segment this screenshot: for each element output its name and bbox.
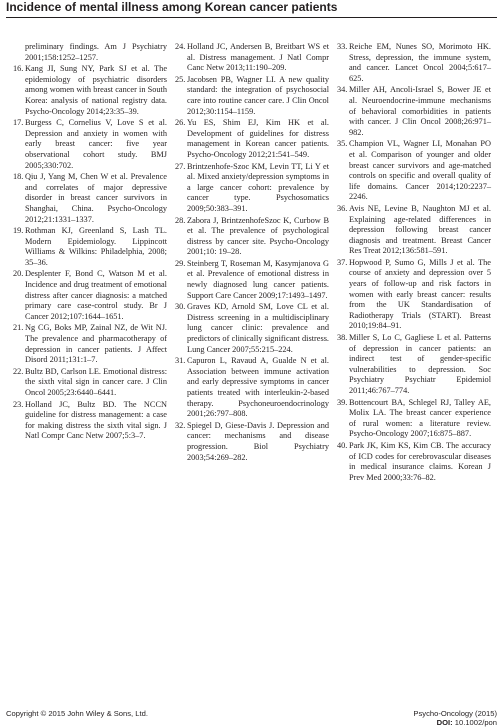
reference-entry: [13, 118, 167, 171]
reference-text: Bottencourt BA, Schlegel RJ, Talley AE, Molix LA. The breast cancer experience of rural women: a literature review. Psycho-Oncology 2007;16:875–887.: [349, 397, 491, 439]
reference-entry: [175, 118, 329, 160]
reference-number: 31.: [175, 356, 186, 366]
reference-text: Yu ES, Shim EJ, Kim HK et al. Development of guidelines for distress management in Korean cancer patients. Psycho-Oncology 2012;21:541–549.: [187, 118, 329, 159]
reference-text: Miller AH, Ancoli-Israel S, Bower JE et al. Neuroendocrine-immune mechanisms of behavioral comorbidities in patients with cancer. J Clin Oncol 2008;26:971–982.: [349, 85, 491, 137]
reference-text: Graves KD, Arnold SM, Love CL et al. Distress screening in a multidisciplinary lung cancer clinic: prevalence and predictors of clinically significant distress. Lung Cancer 2007;55:215–224.: [187, 302, 329, 354]
journal-citation: Psycho-Oncology (2015): [413, 709, 497, 718]
reference-text: Holland JC, Bultz BD. The NCCN guideline for distress management: a case for making distress the sixth vital sign. J Natl Compr Canc Netw 2007;5:3–7.: [25, 399, 167, 441]
reference-entry: [337, 398, 491, 440]
reference-number: 35.: [337, 139, 348, 149]
reference-text: Bultz BD, Carlson LE. Emotional distress: the sixth vital sign in cancer care. J Clin Oncol 2005;23:6440–6441.: [25, 366, 167, 397]
reference-number: 27.: [175, 161, 186, 171]
reference-text: Holland JC, Andersen B, Breitbart WS et al. Distress management. J Natl Compr Canc Netw 2013;11:190–209.: [187, 42, 329, 73]
reference-number: 22.: [13, 366, 24, 376]
reference-number: 29.: [175, 258, 186, 268]
reference-entry: [337, 139, 491, 203]
reference-number: 20.: [13, 269, 24, 279]
reference-entry: [175, 356, 329, 420]
reference-text: Reiche EM, Nunes SO, Morimoto HK. Stress, depression, the immune system, and cancer. Lancet Oncol 2004;5:617–625.: [349, 42, 491, 83]
reference-number: 23.: [13, 399, 24, 409]
header-rule: [6, 17, 497, 18]
reference-entry: [13, 172, 167, 225]
reference-text: Desplenter F, Bond C, Watson M et al. Incidence and drug treatment of emotional distress after cancer diagnosis: a matched primary care case-control study. Br J Cancer 2012;107:1644–1651.: [25, 269, 167, 321]
references-column-2: [175, 42, 329, 464]
reference-entry: [175, 216, 329, 258]
reference-number: 40.: [337, 440, 348, 450]
reference-entry: [337, 258, 491, 332]
reference-entry: [13, 42, 167, 63]
reference-number: 37.: [337, 257, 348, 267]
reference-text: Qiu J, Yang M, Chen W et al. Prevalence and correlates of major depressive disorder in breast cancer survivors in Shanghai, China. Psycho-Oncology 2012;21:1331–1337.: [25, 172, 167, 224]
reference-entry: [13, 269, 167, 322]
reference-number: 34.: [337, 85, 348, 95]
reference-number: 30.: [175, 302, 186, 312]
reference-entry: [337, 42, 491, 84]
reference-text: Champion VL, Wagner LI, Monahan PO et al. Comparison of younger and older breast cancer survivors and age-matched controls on specific and overall quality of life domains. Cancer 2014;120:2237–2246.: [349, 139, 491, 202]
reference-text: Park JK, Kim KS, Kim CB. The accuracy of ICD codes for cerebrovascular diseases in medical insurance claims. Korean J Prev Med 2000;33:76–82.: [349, 440, 491, 482]
reference-text: Kang JI, Sung NY, Park SJ et al. The epidemiology of psychiatric disorders among women with breast cancer in South Korea: analysis of national registry data. Psycho-Oncology 2014;23:35–39.: [25, 64, 167, 116]
reference-entry: [337, 441, 491, 483]
reference-text: Brintzenhofe-Szoc KM, Levin TT, Li Y et al. Mixed anxiety/depression symptoms in a large cancer cohort: prevalence by cancer type. Psychosomatics 2009;50:383–391.: [187, 161, 329, 213]
doi-label: DOI:: [436, 718, 453, 727]
reference-text: Ng CG, Boks MP, Zainal NZ, de Wit NJ. The prevalence and pharmacotherapy of depression in cancer patients. J Affect Disord 2011;131:1–7.: [25, 323, 167, 365]
reference-text: Steinberg T, Roseman M, Kasymjanova G et al. Prevalence of emotional distress in newly diagnosed lung cancer patients. Support Care Cancer 2009;17:1493–1497.: [187, 258, 329, 300]
reference-number: 32.: [175, 420, 186, 430]
reference-entry: [175, 421, 329, 463]
reference-number: 38.: [337, 333, 348, 343]
reference-entry: [13, 64, 167, 117]
references-column-1: [13, 42, 167, 443]
reference-number: 25.: [175, 74, 186, 84]
reference-number: 24.: [175, 42, 186, 51]
reference-entry: [175, 75, 329, 117]
reference-text: Burgess C, Cornelius V, Love S et al. Depression and anxiety in women with early breast cancer: five year observational cohort study. BMJ 2005;330:702.: [25, 118, 167, 170]
reference-number: 33.: [337, 42, 348, 51]
reference-number: 26.: [175, 118, 186, 128]
reference-entry: [13, 226, 167, 268]
reference-text: Jacobsen PB, Wagner LI. A new quality standard: the integration of psychosocial care into routine cancer care. J Clin Oncol 2012;30:1154–1159.: [187, 74, 329, 116]
reference-entry: [13, 367, 167, 399]
reference-text: Capuron L, Ravaud A, Gualde N et al. Association between immune activation and early depressive symptoms in cancer patients treated with interleukin-2-based therapy. Psychoneuroendocrinology 2001;26:797–808.: [187, 356, 329, 419]
reference-entry: [13, 323, 167, 365]
reference-entry: [13, 400, 167, 442]
reference-text: Rothman KJ, Greenland S, Lash TL. Modern Epidemiology. Lippincott Williams & Wilkins: Philadelphia, 2008; 35–36.: [25, 226, 167, 267]
running-title: Incidence of mental illness among Korean cancer patients: [6, 0, 338, 14]
journal-footer: [413, 709, 497, 727]
reference-number: 36.: [337, 203, 348, 213]
reference-entry: [175, 259, 329, 301]
reference-text: Hopwood P, Sumo G, Mills J et al. The course of anxiety and depression over 5 years of follow-up and risk factors in women with early breast cancer: results from the UK Standardisation of Radiotherapy Trials (START). Breast 2010;19:84–91.: [349, 257, 491, 331]
reference-entry: [175, 42, 329, 74]
copyright-notice: Copyright © 2015 John Wiley & Sons, Ltd.: [6, 709, 148, 718]
reference-number: 16.: [13, 64, 24, 74]
reference-text: Avis NE, Levine B, Naughton MJ et al. Explaining age-related differences in depression following breast cancer diagnosis and treatment. Breast Cancer Res Treat 2012;136:581–591.: [349, 203, 491, 256]
reference-number: 28.: [175, 215, 186, 225]
reference-text: Miller S, Lo C, Gagliese L et al. Patterns of depression in cancer patients: an indirect test of gender-specific vulnerabilities to depression. Soc Psychiatry Psychiatr Epidemiol 2011;46:767–774.: [349, 333, 491, 395]
reference-entry: [337, 333, 491, 397]
reference-entry: [175, 162, 329, 215]
reference-number: 19.: [13, 226, 24, 236]
reference-entry: [337, 204, 491, 257]
reference-number: 17.: [13, 118, 24, 128]
reference-entry: [175, 302, 329, 355]
reference-number: 39.: [337, 397, 348, 407]
doi-value: 10.1002/pon: [454, 718, 497, 727]
reference-number: 18.: [13, 172, 24, 182]
reference-number: 21.: [13, 323, 24, 333]
reference-text: Zabora J, BrintzenhofeSzoc K, Curbow B et al. The prevalence of psychological distress by cancer site. Psycho-Oncology 2001;10: 19–28.: [187, 215, 329, 257]
reference-entry: [337, 85, 491, 138]
references-column-3: [337, 42, 491, 484]
doi-line: [413, 718, 497, 727]
reference-text: Spiegel D, Giese-Davis J. Depression and cancer: mechanisms and disease progression. Biol Psychiatry 2003;54:269–282.: [187, 420, 329, 462]
reference-text: preliminary findings. Am J Psychiatry 2001;158:1252–1257.: [25, 42, 167, 62]
